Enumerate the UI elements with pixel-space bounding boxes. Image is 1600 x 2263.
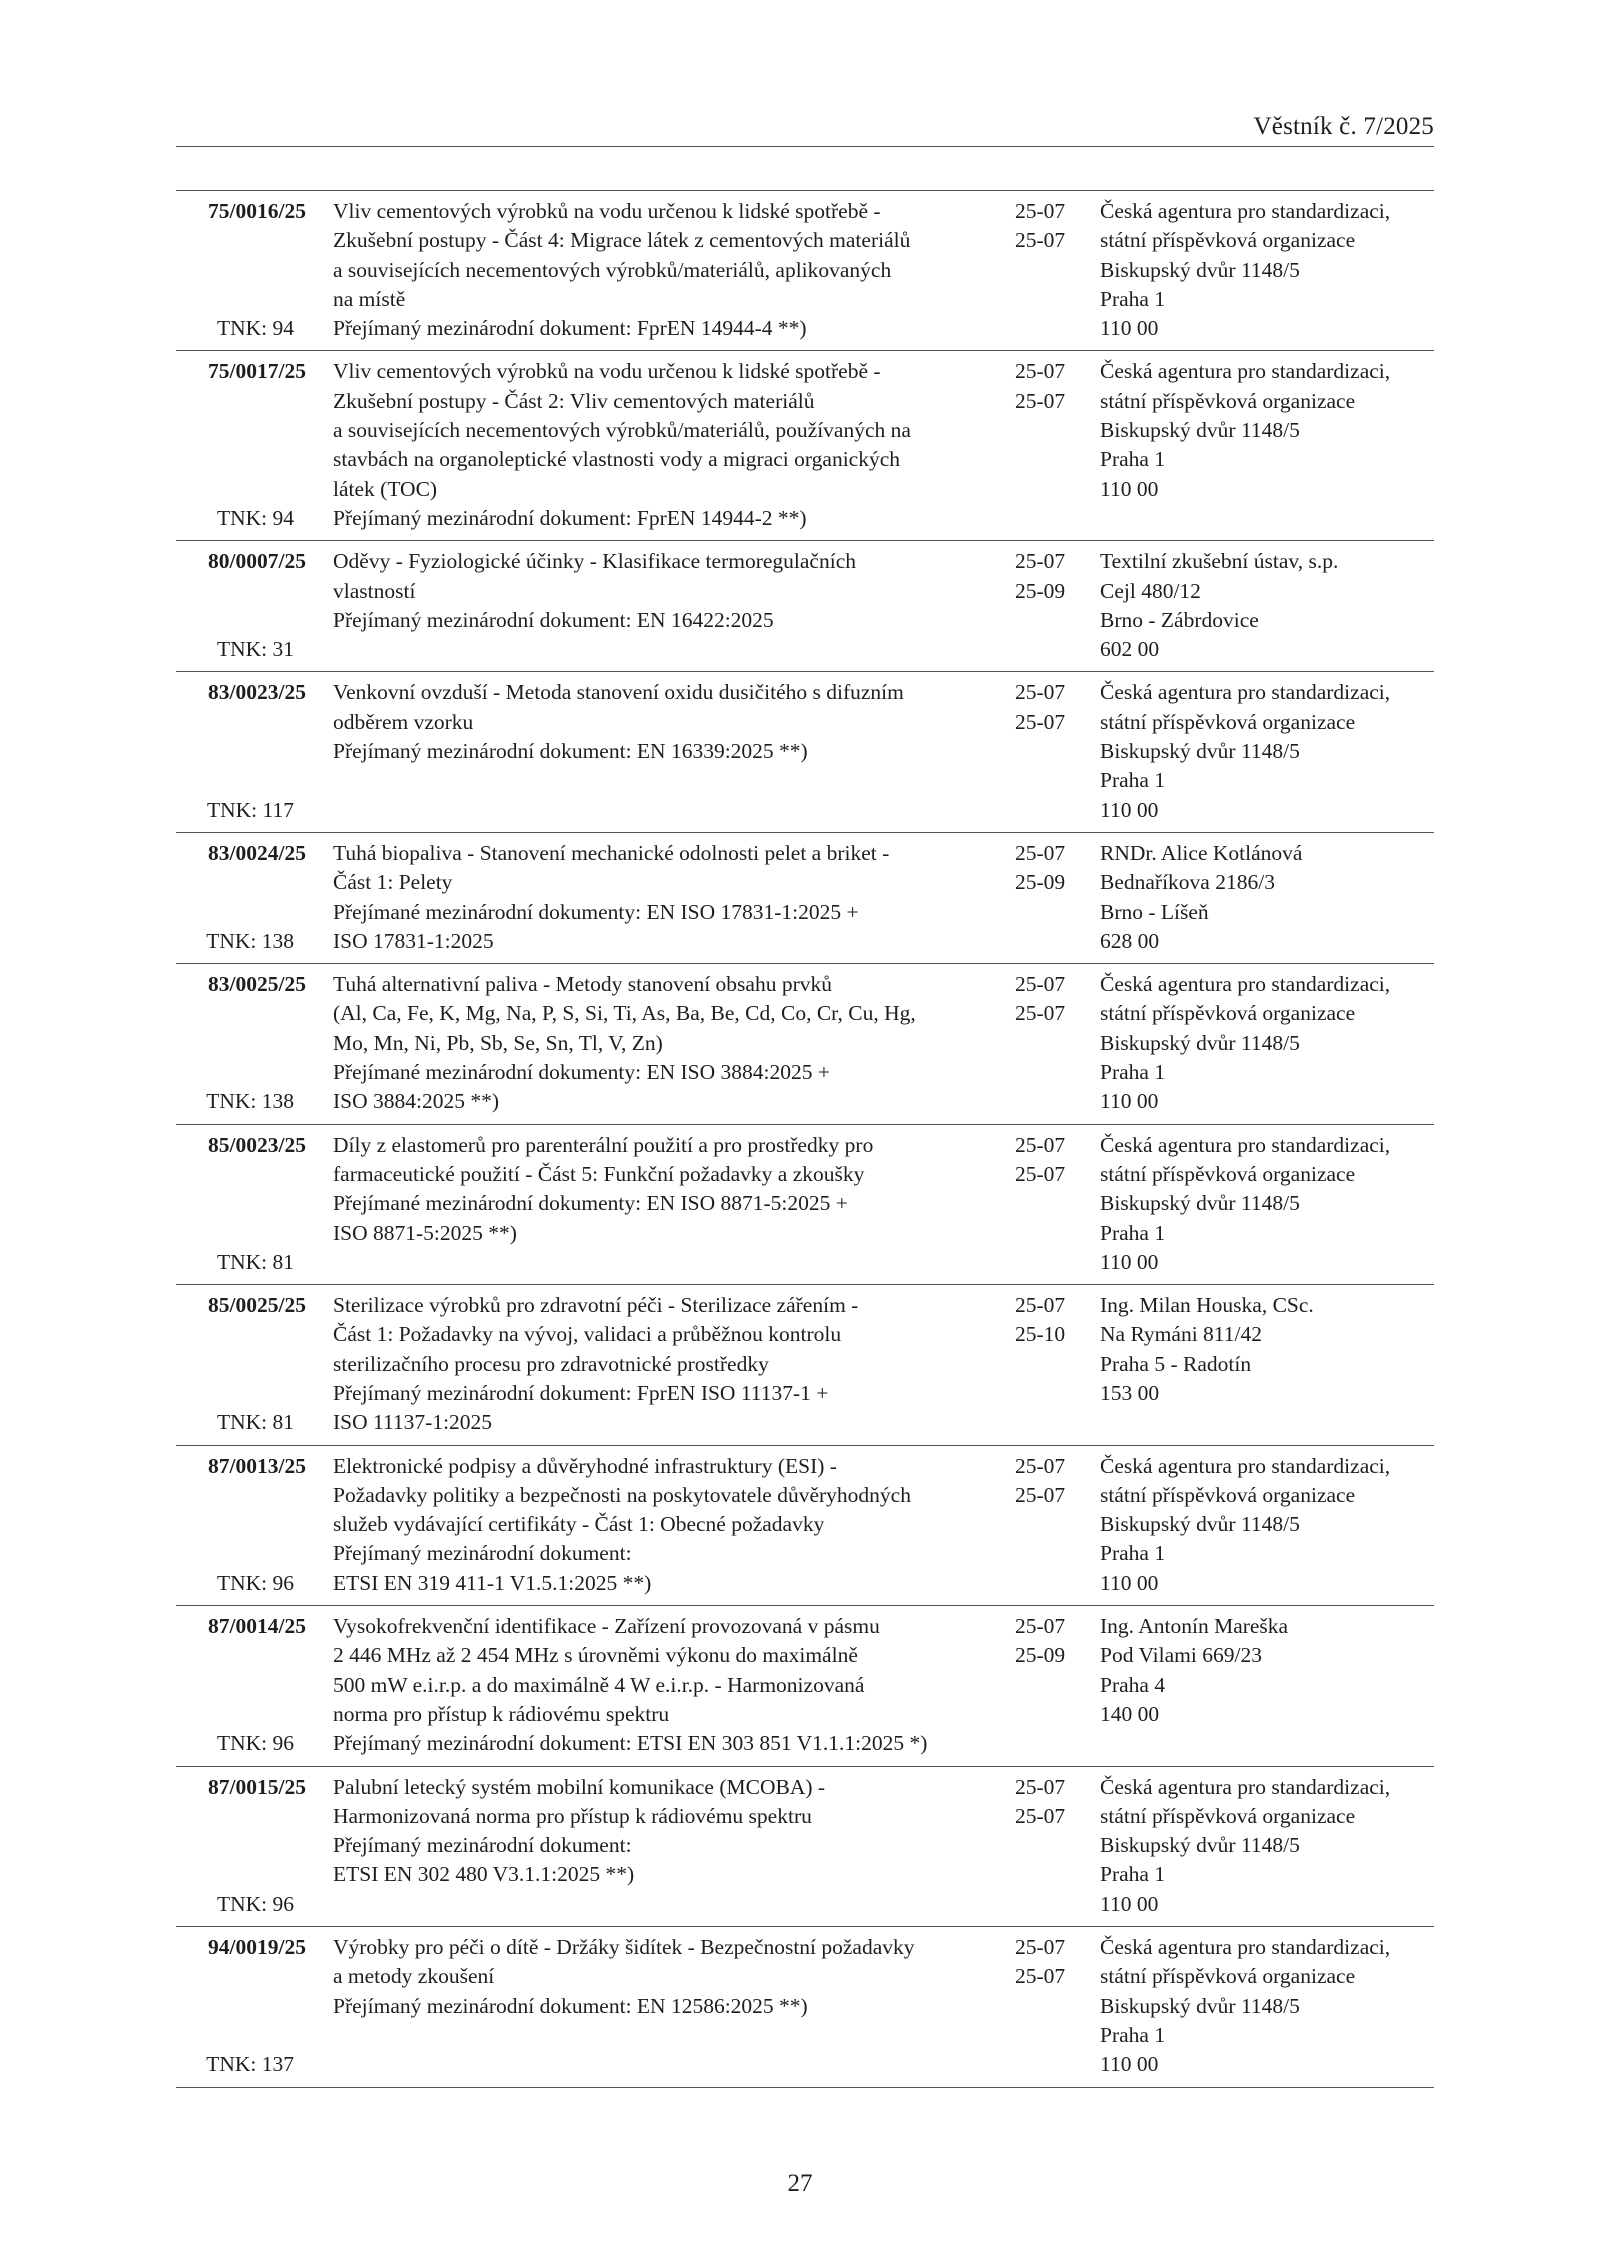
address-line: státní příspěvková organizace xyxy=(1100,388,1356,413)
address-line: Česká agentura pro standardizaci, xyxy=(1100,1132,1391,1157)
description-line: Přejímané mezinárodní dokumenty: EN ISO 3884:2025 + xyxy=(333,1060,830,1085)
entries-list xyxy=(176,190,1434,2088)
list-item xyxy=(176,672,1434,832)
description-line: Oděvy - Fyziologické účinky - Klasifikace termoregulačních xyxy=(333,549,856,574)
entry-address xyxy=(1100,1612,1440,1729)
description-line: a souvisejících necementových výrobků/materiálů, aplikovaných xyxy=(333,257,892,282)
address-line: Česká agentura pro standardizaci, xyxy=(1100,199,1391,223)
address-line: Biskupský dvůr 1148/5 xyxy=(1100,1833,1300,1858)
entry-dates xyxy=(1015,197,1075,256)
entry-address xyxy=(1100,197,1440,343)
address-line: Na Rymáni 811/42 xyxy=(1100,1322,1262,1347)
description-line: Harmonizovaná norma pro přístup k rádiovému spektru xyxy=(333,1803,812,1828)
address-line: Brno - Líšeň xyxy=(1100,899,1209,924)
description-line: Zkušební postupy - Část 4: Migrace látek z cementových materiálů xyxy=(333,228,911,253)
entry-dates xyxy=(1015,1291,1075,1350)
address-line: Textilní zkušební ústav, s.p. xyxy=(1100,549,1339,574)
address-line: Biskupský dvůr 1148/5 xyxy=(1100,1030,1300,1055)
address-line: 110 00 xyxy=(1100,1089,1159,1114)
address-line: Česká agentura pro standardizaci, xyxy=(1100,1453,1391,1478)
description-line: Sterilizace výrobků pro zdravotní péči - Sterilizace zářením - xyxy=(333,1293,859,1318)
entry-dates xyxy=(1015,1773,1075,1832)
description-line: norma pro přístup k rádiovému spektru xyxy=(333,1701,670,1726)
address-line: Česká agentura pro standardizaci, xyxy=(1100,680,1391,705)
entry-description xyxy=(333,1773,1013,1919)
entry-code: 80/0007/25 xyxy=(208,549,306,574)
list-item xyxy=(176,351,1434,541)
entry-description xyxy=(333,1291,1013,1437)
address-line: Česká agentura pro standardizaci, xyxy=(1100,359,1391,384)
address-line: Praha 1 xyxy=(1100,1220,1166,1245)
date-line: 25-07 xyxy=(1015,199,1066,223)
entry-dates xyxy=(1015,1131,1075,1190)
date-line: 25-07 xyxy=(1015,1482,1066,1507)
date-line: 25-07 xyxy=(1015,1774,1066,1799)
description-line: Přejímaný mezinárodní dokument: EN 16422:2025 xyxy=(333,607,774,632)
address-line: Biskupský dvůr 1148/5 xyxy=(1100,257,1300,282)
entry-tnk: TNK: 96 xyxy=(216,1731,294,1756)
entry-tnk: TNK: 117 xyxy=(207,797,294,822)
entry-address xyxy=(1100,1933,1440,2079)
entry-dates xyxy=(1015,1933,1075,1992)
date-line: 25-07 xyxy=(1015,1935,1066,1960)
address-line: Praha 1 xyxy=(1100,2022,1166,2047)
entry-description xyxy=(333,678,1013,824)
address-line: Biskupský dvůr 1148/5 xyxy=(1100,1993,1300,2018)
entry-tnk: TNK: 138 xyxy=(206,928,294,953)
date-line: 25-07 xyxy=(1015,680,1066,705)
description-line: Díly z elastomerů pro parenterální použití a pro prostředky pro xyxy=(333,1132,874,1157)
address-line: Biskupský dvůr 1148/5 xyxy=(1100,1191,1300,1216)
address-line: Česká agentura pro standardizaci, xyxy=(1100,1774,1391,1799)
description-line: Přejímaný mezinárodní dokument: FprEN ISO 11137-1 + xyxy=(333,1380,829,1405)
address-line: Česká agentura pro standardizaci, xyxy=(1100,972,1391,997)
description-line: 500 mW e.i.r.p. a do maximálně 4 W e.i.r.p. - Harmonizovaná xyxy=(333,1672,865,1697)
address-line: Praha 1 xyxy=(1100,286,1166,311)
entry-dates xyxy=(1015,970,1075,1029)
entry-address xyxy=(1100,839,1440,956)
description-line: (Al, Ca, Fe, K, Mg, Na, P, S, Si, Ti, As, Ba, Be, Cd, Co, Cr, Cu, Hg, xyxy=(333,1001,916,1026)
address-line: Praha 5 - Radotín xyxy=(1100,1351,1252,1376)
address-line: 140 00 xyxy=(1100,1701,1160,1726)
description-line: Přejímaný mezinárodní dokument: xyxy=(333,1833,632,1858)
description-line: Elektronické podpisy a důvěryhodné infrastruktury (ESI) - xyxy=(333,1453,837,1478)
address-line: Praha 1 xyxy=(1100,1060,1166,1085)
entry-description xyxy=(333,970,1013,1116)
description-line: 2 446 MHz až 2 454 MHz s úrovněmi výkonu do maximálně xyxy=(333,1643,858,1668)
description-line: a souvisejících necementových výrobků/materiálů, používaných na xyxy=(333,418,911,443)
entry-code: 85/0023/25 xyxy=(208,1132,306,1157)
address-line: 110 00 xyxy=(1100,2052,1159,2077)
entry-code: 85/0025/25 xyxy=(208,1293,306,1318)
entry-address xyxy=(1100,357,1440,503)
entry-code: 83/0024/25 xyxy=(208,840,306,865)
date-line: 25-07 xyxy=(1015,1161,1066,1186)
description-line: Mo, Mn, Ni, Pb, Sb, Se, Sn, Tl, V, Zn) xyxy=(333,1030,663,1055)
description-line: Přejímaný mezinárodní dokument: FprEN 14944-2 **) xyxy=(333,505,807,530)
address-line: 110 00 xyxy=(1100,797,1159,822)
date-line: 25-07 xyxy=(1015,1964,1066,1989)
entry-address xyxy=(1100,1773,1440,1919)
description-line: Přejímaný mezinárodní dokument: EN 16339:2025 **) xyxy=(333,739,808,764)
description-line: ISO 17831-1:2025 xyxy=(333,928,494,953)
description-line: stavbách na organoleptické vlastnosti vody a migraci organických xyxy=(333,447,900,472)
address-line: Ing. Antonín Mareška xyxy=(1100,1614,1289,1639)
description-line xyxy=(333,635,1013,664)
address-line: 110 00 xyxy=(1100,316,1159,341)
address-line: Cejl 480/12 xyxy=(1100,578,1201,603)
description-line xyxy=(333,796,1013,825)
address-line: 110 00 xyxy=(1100,476,1159,501)
entry-description xyxy=(333,1933,1013,2079)
description-line: služeb vydávající certifikáty - Část 1: Obecné požadavky xyxy=(333,1512,825,1537)
address-line: Biskupský dvůr 1148/5 xyxy=(1100,418,1300,443)
list-item xyxy=(176,1285,1434,1445)
description-line: ISO 8871-5:2025 **) xyxy=(333,1220,517,1245)
description-line: na místě xyxy=(333,286,406,311)
address-line: 110 00 xyxy=(1100,1570,1159,1595)
description-line: látek (TOC) xyxy=(333,476,438,501)
address-line: státní příspěvková organizace xyxy=(1100,1001,1356,1026)
description-line: ISO 3884:2025 **) xyxy=(333,1089,500,1114)
description-line: ETSI EN 302 480 V3.1.1:2025 **) xyxy=(333,1862,635,1887)
entry-address xyxy=(1100,970,1440,1116)
list-item xyxy=(176,1446,1434,1606)
description-line: Přejímané mezinárodní dokumenty: EN ISO 8871-5:2025 + xyxy=(333,1191,848,1216)
entry-dates xyxy=(1015,1612,1075,1671)
entry-tnk: TNK: 81 xyxy=(216,1249,294,1274)
entry-tnk: TNK: 96 xyxy=(216,1891,294,1916)
description-line: Tuhá biopaliva - Stanovení mechanické odolnosti pelet a briket - xyxy=(333,840,890,865)
description-line: sterilizačního procesu pro zdravotnické prostředky xyxy=(333,1351,769,1376)
address-line: státní příspěvková organizace xyxy=(1100,228,1356,253)
list-item xyxy=(176,964,1434,1124)
entry-code: 83/0025/25 xyxy=(208,972,306,997)
address-line: Brno - Zábrdovice xyxy=(1100,607,1259,632)
description-line: Požadavky politiky a bezpečnosti na poskytovatele důvěryhodných xyxy=(333,1482,911,1507)
address-line: 628 00 xyxy=(1100,928,1160,953)
description-line: Přejímaný mezinárodní dokument: FprEN 14944-4 **) xyxy=(333,316,807,341)
entry-dates xyxy=(1015,1452,1075,1511)
entry-description xyxy=(333,839,1013,956)
address-line: Praha 1 xyxy=(1100,1862,1166,1887)
list-item xyxy=(176,190,1434,351)
list-item xyxy=(176,1606,1434,1766)
header-rule xyxy=(176,146,1434,147)
address-line: státní příspěvková organizace xyxy=(1100,1482,1356,1507)
entry-dates xyxy=(1015,357,1075,416)
description-line xyxy=(333,1248,1013,1277)
address-line: státní příspěvková organizace xyxy=(1100,1161,1356,1186)
entry-description xyxy=(333,357,1013,533)
description-line: Vliv cementových výrobků na vodu určenou k lidské spotřebě - xyxy=(333,359,881,384)
address-line: Česká agentura pro standardizaci, xyxy=(1100,1935,1391,1960)
date-line: 25-10 xyxy=(1015,1322,1066,1347)
description-line: Vysokofrekvenční identifikace - Zařízení provozovaná v pásmu xyxy=(333,1614,880,1639)
entry-address xyxy=(1100,1131,1440,1277)
entry-dates xyxy=(1015,678,1075,737)
description-line: farmaceutické použití - Část 5: Funkční požadavky a zkoušky xyxy=(333,1161,865,1186)
description-line: Přejímaný mezinárodní dokument: xyxy=(333,1541,632,1566)
description-line: Palubní letecký systém mobilní komunikace (MCOBA) - xyxy=(333,1774,826,1799)
list-item xyxy=(176,1767,1434,1927)
entry-address xyxy=(1100,547,1440,664)
entry-code: 87/0014/25 xyxy=(208,1614,306,1639)
entry-description xyxy=(333,197,1013,343)
description-line: Přejímaný mezinárodní dokument: ETSI EN 303 851 V1.1.1:2025 *) xyxy=(333,1731,928,1756)
entry-tnk: TNK: 81 xyxy=(216,1410,294,1435)
entry-tnk: TNK: 94 xyxy=(216,316,294,341)
entry-code: 83/0023/25 xyxy=(208,680,306,705)
date-line: 25-07 xyxy=(1015,1614,1066,1639)
description-line: Venkovní ovzduší - Metoda stanovení oxidu dusičitého s difuzním xyxy=(333,680,904,705)
description-line: ETSI EN 319 411-1 V1.5.1:2025 **) xyxy=(333,1570,652,1595)
description-line: vlastností xyxy=(333,578,416,603)
entry-code: 94/0019/25 xyxy=(208,1935,306,1960)
entry-address xyxy=(1100,1291,1440,1408)
entry-code: 87/0015/25 xyxy=(208,1774,306,1799)
entry-code: 75/0016/25 xyxy=(208,199,306,223)
entry-tnk: TNK: 96 xyxy=(216,1570,294,1595)
list-item xyxy=(176,1927,1434,2087)
description-line: Přejímané mezinárodní dokumenty: EN ISO 17831-1:2025 + xyxy=(333,899,859,924)
entry-description xyxy=(333,1452,1013,1598)
address-line: Praha 1 xyxy=(1100,768,1166,793)
entry-description xyxy=(333,547,1013,664)
bulletin-header: Věstník č. 7/2025 xyxy=(1253,113,1434,140)
entry-code: 75/0017/25 xyxy=(208,359,306,384)
date-line: 25-07 xyxy=(1015,359,1066,384)
date-line: 25-07 xyxy=(1015,840,1066,865)
description-line: Zkušební postupy - Část 2: Vliv cementových materiálů xyxy=(333,388,815,413)
address-line: Praha 4 xyxy=(1100,1672,1166,1697)
entry-tnk: TNK: 94 xyxy=(216,505,294,530)
description-line: Tuhá alternativní paliva - Metody stanovení obsahu prvků xyxy=(333,972,832,997)
page-number: 27 xyxy=(787,2170,813,2197)
description-line: ISO 11137-1:2025 xyxy=(333,1410,493,1435)
description-line xyxy=(333,1890,1013,1919)
date-line: 25-07 xyxy=(1015,1803,1066,1828)
address-line: Biskupský dvůr 1148/5 xyxy=(1100,739,1300,764)
description-line: Přejímaný mezinárodní dokument: EN 12586:2025 **) xyxy=(333,1993,808,2018)
entry-dates xyxy=(1015,547,1075,606)
list-item xyxy=(176,833,1434,964)
date-line: 25-09 xyxy=(1015,578,1066,603)
address-line: RNDr. Alice Kotlánová xyxy=(1100,840,1303,865)
description-line: Část 1: Požadavky na vývoj, validaci a průběžnou kontrolu xyxy=(333,1322,842,1347)
date-line: 25-07 xyxy=(1015,1293,1066,1318)
date-line: 25-09 xyxy=(1015,870,1066,895)
entry-address xyxy=(1100,1452,1440,1598)
list-item xyxy=(176,541,1434,672)
address-line: 110 00 xyxy=(1100,1891,1159,1916)
description-line xyxy=(333,2021,1013,2050)
address-line: 153 00 xyxy=(1100,1380,1160,1405)
description-line: Část 1: Pelety xyxy=(333,870,453,895)
date-line: 25-07 xyxy=(1015,1001,1066,1026)
description-line xyxy=(333,766,1013,795)
entry-tnk: TNK: 137 xyxy=(206,2052,294,2077)
date-line: 25-07 xyxy=(1015,1132,1066,1157)
entry-code: 87/0013/25 xyxy=(208,1453,306,1478)
address-line: státní příspěvková organizace xyxy=(1100,709,1356,734)
date-line: 25-07 xyxy=(1015,388,1066,413)
address-line: státní příspěvková organizace xyxy=(1100,1803,1356,1828)
entry-dates xyxy=(1015,839,1075,898)
address-line: 602 00 xyxy=(1100,637,1160,662)
description-line: Vliv cementových výrobků na vodu určenou k lidské spotřebě - xyxy=(333,199,881,223)
entry-tnk: TNK: 138 xyxy=(206,1089,294,1114)
entry-description xyxy=(333,1131,1013,1277)
address-line: Bednaříkova 2186/3 xyxy=(1100,870,1275,895)
address-line: Pod Vilami 669/23 xyxy=(1100,1643,1262,1668)
description-line: odběrem vzorku xyxy=(333,709,474,734)
entry-description xyxy=(333,1612,1013,1758)
date-line: 25-07 xyxy=(1015,709,1066,734)
description-line: a metody zkoušení xyxy=(333,1964,495,1989)
entry-address xyxy=(1100,678,1440,824)
date-line: 25-07 xyxy=(1015,549,1066,574)
date-line: 25-07 xyxy=(1015,228,1066,253)
list-item xyxy=(176,1125,1434,1285)
date-line: 25-09 xyxy=(1015,1643,1066,1668)
address-line: Ing. Milan Houska, CSc. xyxy=(1100,1293,1314,1318)
address-line: státní příspěvková organizace xyxy=(1100,1964,1356,1989)
address-line: 110 00 xyxy=(1100,1249,1159,1274)
address-line: Praha 1 xyxy=(1100,447,1166,472)
address-line: Praha 1 xyxy=(1100,1541,1166,1566)
entry-tnk: TNK: 31 xyxy=(216,637,294,662)
date-line: 25-07 xyxy=(1015,972,1066,997)
date-line: 25-07 xyxy=(1015,1453,1066,1478)
description-line: Výrobky pro péči o dítě - Držáky šidítek - Bezpečnostní požadavky xyxy=(333,1935,915,1960)
address-line: Biskupský dvůr 1148/5 xyxy=(1100,1512,1300,1537)
description-line xyxy=(333,2050,1013,2079)
